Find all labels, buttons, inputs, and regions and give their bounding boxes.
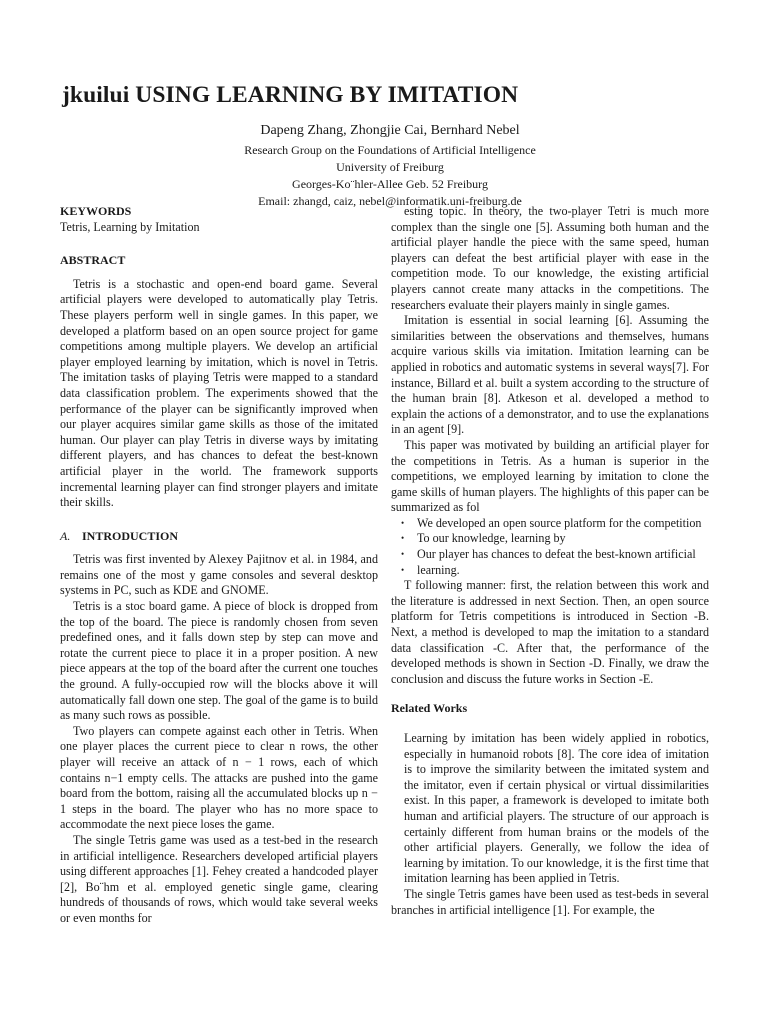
- section-title: INTRODUCTION: [82, 528, 179, 543]
- list-item: • We developed an open source platform for the competition: [391, 516, 709, 532]
- outline-paragraph: T following manner: first, the relation between this work and the literature is addressed in next Section. Then, an open source platform for Tetris competitions is introduced in Section -B. Next, a method is developed to map the imitation to a standard data classification -C. After that, the performance of the developed methods is shown in Section -D. Finally, we draw the conclusion and discuss the future works in Section -E.: [391, 578, 709, 686]
- keywords-text: Tetris, Learning by Imitation: [60, 219, 200, 234]
- section-number: A.: [60, 528, 71, 543]
- affiliation-line: Research Group on the Foundations of Artificial Intelligence: [244, 143, 536, 157]
- intro-paragraph: Tetris is a stoc board game. A piece of block is dropped from the top of the board. The piece is randomly chosen from seven predefined ones, and it falls down step by step can move and rotate the current piece to place it in a proper position. A new piece appears at the top of the board after the current one touches the ground. A fully-occupied row will the blocks above it will automatically fall down one step. The goal of the game is to build as many such rows as possible.: [60, 599, 378, 723]
- abstract-text: Tetris is a stochastic and open-end board game. Several artificial players were developed to automatically play Tetris. These players perform well in single games. In this paper, we developed a platform based on an open source project for game competitions among multiple players. We develop an artificial player employed learning by imitation, which is novel in Tetris. The imitation tasks of playing Tetris were mapped to a standard data classification problem. The experiments showed that the performance of the player can be significantly improved when our player acquires similar game skills as those of the imitated human. Our player can play Tetris in diverse ways by imitating different players, and has chances to defeat the best-known artificial player in the world. The framework supports incremental learning player can find stronger players and imitate their skills.: [60, 276, 378, 510]
- abstract-heading: ABSTRACT: [60, 253, 126, 268]
- paper-title: jkuilui USING LEARNING BY IMITATION: [62, 82, 519, 108]
- body-paragraph: Imitation is essential in social learning [6]. Assuming the similarities between the observations and themselves, humans acquire various skills via imitation. Imitation learning can be applied in robotics and automatic systems in several ways[7]. For instance, Billard et al. built a system according to the structure of the human brain [8]. Atkeson et al. developed a method to explain the actions of a demonstrator, and to use the explanations in an agent [9].: [391, 313, 709, 437]
- introduction-heading: [60, 529, 378, 545]
- body-paragraph: This paper was motivated by building an artificial player for the competitions in Tetris. As a human is superior in the competitions, we employed learning by imitation to clone the game skills of human players. The highlights of this paper can be summarized as fol: [391, 437, 709, 515]
- intro-paragraph: The single Tetris game was used as a test-bed in the research in artificial intelligence. Researchers developed artificial players using different approaches [1]. Fehey created a handcoded player [2], Bo¨hm et al. employed genetic single game, clearing hundreds of thousands of rows, which would take several weeks or even months for: [60, 832, 378, 925]
- authors-line: Dapeng Zhang, Zhongjie Cai, Bernhard Nebel: [260, 123, 520, 138]
- list-item: • learning.: [391, 563, 709, 579]
- body-paragraph: esting topic. In theory, the two-player Tetri is much more complex than the single one [5]. Assuming both human and the artificial player handle the piece with the same speed, human players can defeat the best artificial player with ease in the competition mode. To our knowledge, the existing artificial players cannot create many attacks in the competitions. The researchers evaluate their players mainly in single games.: [391, 204, 709, 312]
- right-column: [391, 204, 709, 918]
- intro-paragraph: Two players can compete against each other in Tetris. When one player places the current piece to clear n rows, the other player will receive an attack of n − 1 rows, each of which contains n−1 empty cells. The attacks are pushed into the game board from the bottom, raising all the accumulated blocks up n − 1 steps in the board. The player who has no more space to accommodate the next piece loses the game.: [60, 723, 378, 832]
- list-item: • Our player has chances to defeat the best-known artificial: [391, 547, 709, 563]
- related-paragraph: The single Tetris games have been used as test-beds in several branches in artificial intelligence [1]. For example, the: [391, 886, 709, 917]
- keywords-heading: KEYWORDS: [60, 204, 132, 218]
- university-line: University of Freiburg: [336, 160, 444, 174]
- related-works-body: [391, 731, 709, 918]
- email-line: Email: zhangd, caiz, nebel@informatik.uni-freiburg.de: [258, 194, 522, 208]
- address-line: Georges-Ko¨hler-Allee Geb. 52 Freiburg: [292, 177, 488, 191]
- author-block: [180, 122, 600, 210]
- list-item: • To our knowledge, learning by: [391, 531, 709, 547]
- intro-paragraph: Tetris was first invented by Alexey Pajitnov et al. in 1984, and remains one of the most y game consoles and several desktop systems in PC, such as KDE and GNOME.: [60, 552, 378, 598]
- left-column: [60, 204, 378, 927]
- related-paragraph: Learning by imitation has been widely applied in robotics, especially in humanoid robots [8]. The core idea of imitation is to improve the similarity between the imitated system and the imitator, even if certain physical or virtual dissimilarities exist. In this paper, a framework is developed to imitate both human and artificial players. The structure of our approach is certainly different from human brains or the models of the other artificial players. Generally, we follow the idea of learning by imitation. To our knowledge, it is the first time that imitation learning has been applied in Tetris.: [404, 731, 709, 886]
- highlights-list: [391, 516, 709, 578]
- related-works-heading: Related Works: [391, 701, 468, 716]
